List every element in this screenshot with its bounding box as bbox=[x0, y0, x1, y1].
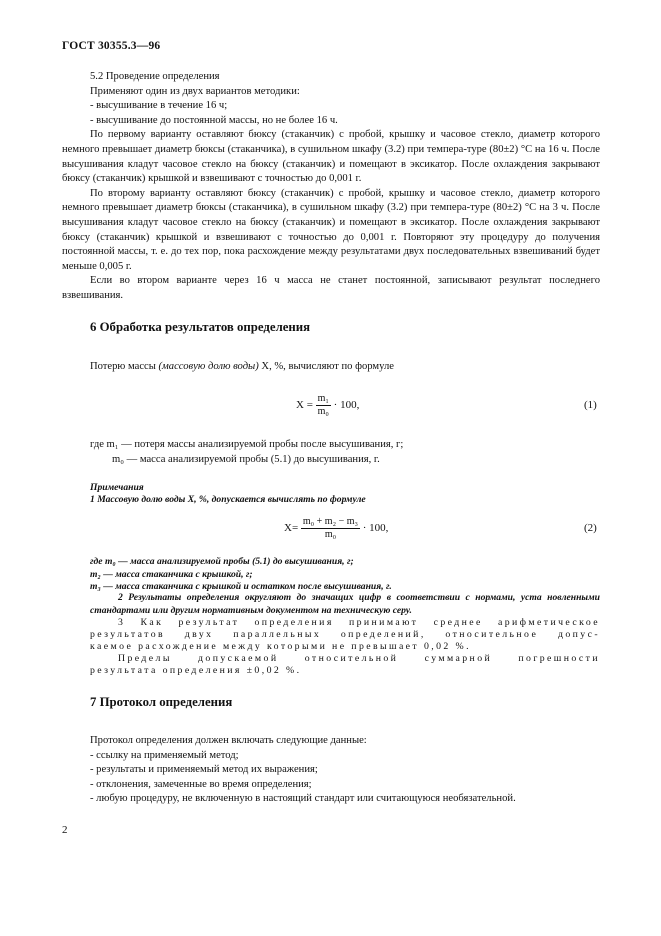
option-item: - высушивание в течение 16 ч; bbox=[90, 100, 228, 112]
note-3 bbox=[90, 617, 600, 677]
note-3b-line: результата определения ±0,02 %. bbox=[90, 665, 302, 676]
section-5-2-title: 5.2 Проведение определения bbox=[90, 71, 220, 82]
note-3-line: каемое расхождение между которыми не превышает 0,02 %. bbox=[90, 641, 471, 652]
note-1-where-line: где m₀ — масса анализируемой пробы (5.1) до высушивания, г; bbox=[90, 556, 354, 567]
section-6-heading: 6 Обработка результатов определения bbox=[90, 320, 311, 334]
variant-1-paragraph: По первому варианту оставляют бюксу (стаканчик) с пробой, крышку и часовое стекло, диаметр которого немного превышает диаметр бюксы (стаканчика), в сушильном шкафу (3.2) при темпера-туре (80±2) °С на 16 ч. После высушивания кладут часовое стекло на бюксу (стаканчик) и помещают в эксикатор. После охлаждения закрывают бюксу (стаканчик) крышкой и взвешивают с точностью до 0,001 г. bbox=[62, 129, 600, 185]
protocol-item: - ссылку на применяемый метод; bbox=[90, 749, 239, 761]
where-line-2: m₀ — масса анализируемой пробы (5.1) до высушивания, г. bbox=[112, 453, 380, 465]
note-1-where-line: m₂ — масса стаканчика с крышкой, г; bbox=[90, 568, 253, 580]
note-1: 1 Массовую долю воды X, %, допускается вычислять по формуле bbox=[90, 494, 366, 505]
variant-2-paragraph: По второму варианту оставляют бюксу (стаканчик) с пробой, крышку и часовое стекло, диаметр которого немного превышает диаметр бюксы (стаканчика), в сушильном шкафу (3.2) при темпера-туре (80±2) °С на 3 ч. После высушивания кладут часовое стекло на бюксу (стаканчик) и помещают в эксикатор. После охлаждения закрывают бюксу (стаканчик) крышкой и взвешивают с точностью до 0,001 г. Повторяют эту процедуру до получения постоянной массы, т. е. до тех пор, пока расхождение между результатами двух последовательных взвешиваний будет меньше 0,005 г. bbox=[62, 187, 600, 272]
intro-prefix: Потерю массы bbox=[90, 361, 159, 372]
standard-header: ГОСТ 30355.3—96 bbox=[62, 40, 161, 52]
formula-2-lhs: X= bbox=[284, 522, 299, 535]
formula-1-denominator: m₀ bbox=[317, 406, 329, 417]
formula-2-rhs: · 100, bbox=[362, 522, 389, 535]
section-5-2 bbox=[62, 70, 600, 304]
formula-1-number: (1) bbox=[584, 399, 597, 411]
protocol-item: - отклонения, замеченные во время определения; bbox=[90, 778, 312, 790]
formula-1-lhs: X = bbox=[296, 399, 313, 412]
option-item: - высушивание до постоянной массы, но не более 16 ч. bbox=[90, 114, 338, 126]
formula-2-number: (2) bbox=[584, 522, 597, 534]
formula-1 bbox=[296, 393, 359, 418]
formula-1-fraction bbox=[316, 393, 331, 418]
final-paragraph: Если во втором варианте через 16 ч масса не станет постоянной, записывают результат последнего взвешивания. bbox=[62, 275, 600, 301]
section-5-2-intro: Применяют один из двух вариантов методики: bbox=[90, 85, 300, 97]
intro-suffix: X, %, вычисляют по формуле bbox=[258, 361, 394, 372]
section-6-intro bbox=[90, 360, 600, 375]
formula-2-numerator: m₀ + m₂ − m₃ bbox=[302, 516, 358, 527]
note-3-line: результатов двух параллельных определений, относительное допус- bbox=[90, 629, 600, 640]
intro-italic: (массовую долю воды) bbox=[158, 361, 259, 372]
note-1-where bbox=[90, 556, 600, 594]
where-line-1: где m₁ — потеря массы анализируемой пробы после высушивания, г; bbox=[90, 439, 404, 450]
where-block bbox=[90, 438, 600, 467]
note-1-where-line: m₃ — масса стаканчика с крышкой и остатком после высушивания, г. bbox=[90, 581, 392, 593]
note-2: 2 Результаты определения округляют до значащих цифр в соответствии с нормами, уста новленными стандартами или другим нормативным документом на техническую серу. bbox=[90, 592, 600, 616]
formula-2 bbox=[284, 516, 388, 541]
section-7-intro: Протокол определения должен включать следующие данные: bbox=[90, 735, 367, 746]
note-3-line: 3 Как результат определения принимают среднее арифметическое bbox=[118, 617, 600, 628]
section-7-body bbox=[90, 734, 605, 807]
section-7-heading: 7 Протокол определения bbox=[90, 695, 233, 709]
protocol-item: - результаты и применяемый метод их выражения; bbox=[90, 764, 318, 776]
protocol-item: - любую процедуру, не включенную в настоящий стандарт или считающуюся необязательной. bbox=[90, 793, 516, 805]
formula-1-rhs: · 100, bbox=[333, 399, 360, 412]
formula-2-fraction bbox=[301, 516, 360, 541]
page-number: 2 bbox=[62, 824, 68, 836]
notes-title: Примечания bbox=[90, 482, 144, 493]
formula-2-denominator: m₀ bbox=[324, 529, 337, 540]
formula-1-numerator: m₁ bbox=[317, 393, 329, 404]
note-3b-line: Пределы допускаемой относительной суммарной погрешности bbox=[118, 653, 600, 664]
